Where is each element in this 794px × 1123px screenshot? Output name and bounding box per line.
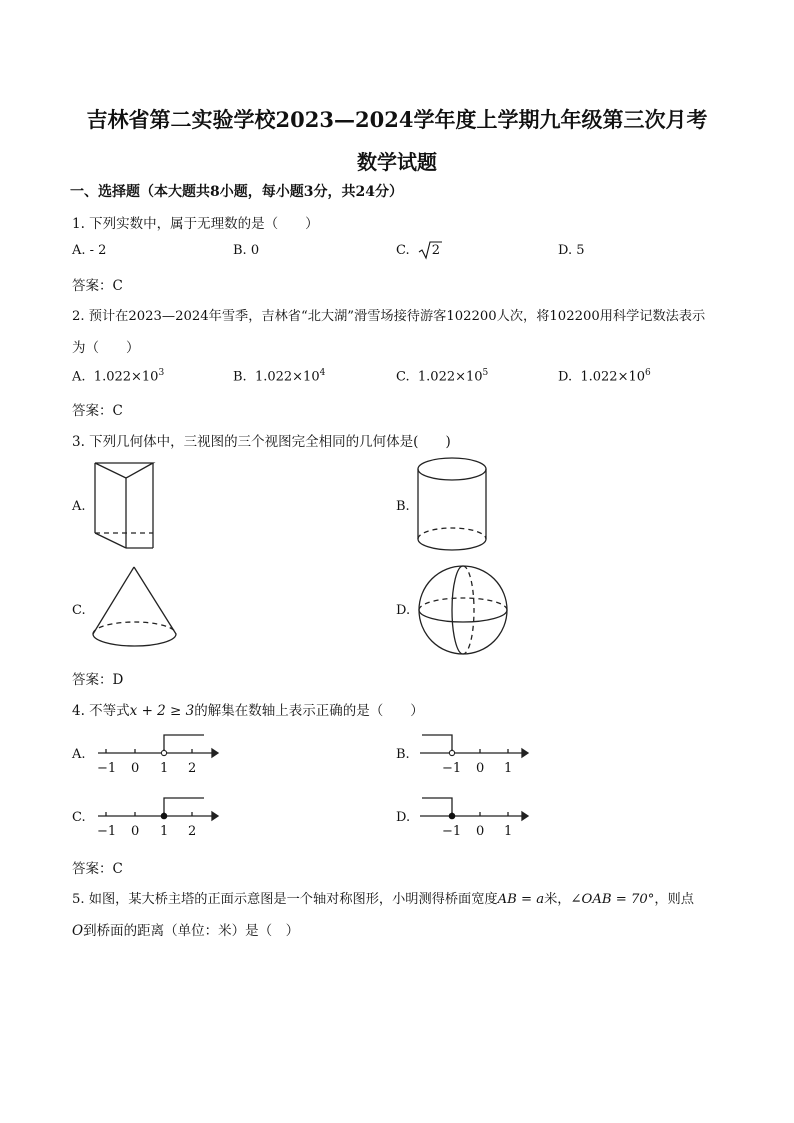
tick-label: 0 [131,824,140,839]
sphere-meridian-front [452,566,463,654]
q4-stem-expression: x + 2 ≥ 3 [129,703,195,719]
q5-point-o: O [72,923,84,939]
prism-bottom-left-edge [95,533,126,548]
q4-stem [72,699,424,719]
q3-option-c-label: C. [72,603,86,618]
q4-answer: 答案：C [72,861,123,877]
prism-top-face [95,463,153,478]
page-title: 吉林省第二实验学校2023—2024学年度上学期九年级第三次月考 [86,107,708,132]
q2-option-a [72,368,164,384]
q1-stem: 1. 下列实数中，属于无理数的是（ ） [72,216,319,232]
cylinder-top-ellipse [418,458,486,480]
q2-option-c [396,368,488,384]
page-subtitle: 数学试题 [357,150,437,174]
axis-arrow-icon [212,749,218,757]
q1-option-d: D. 5 [558,243,585,258]
q3-answer: 答案：D [72,672,124,688]
q4-stem-post: 的解集在数轴上表示正确的是（ ） [194,703,424,719]
tick-label: −1 [442,824,462,839]
tick-label: 0 [131,761,140,776]
solution-bracket [164,798,204,815]
cylinder-bottom-hidden [418,528,486,539]
cylinder-figure [414,455,490,555]
q4-option-a-label: A. [72,747,86,762]
q2-option-d-label: D. [558,369,573,385]
q2-option-a-exponent: 3 [158,368,165,378]
tick-label: 1 [160,761,169,776]
sphere-figure [416,564,512,658]
q1-option-c-label: C. [396,243,410,258]
q1-option-c-radicand: 2 [431,243,441,258]
open-point [161,750,166,755]
q5-unit: 米， [544,892,571,907]
open-point [449,750,454,755]
solution-bracket [164,735,204,750]
closed-point [161,813,167,819]
triangular-prism-figure [90,458,160,558]
q2-option-b [233,368,325,384]
q5-angle-expression: ∠OAB = 70° [570,892,655,907]
axis-arrow-icon [522,812,528,820]
tick-label: −1 [97,761,117,776]
tick-label: −1 [442,761,462,776]
cone-base-front [93,634,176,646]
q1-option-c [396,243,440,258]
q2-option-d [558,368,651,384]
number-line-a [96,732,220,776]
q2-option-b-mantissa: 1.022×10 [254,369,320,385]
number-line-b [418,732,532,776]
axis-arrow-icon [212,812,218,820]
q5-stem-line1 [72,888,694,907]
q1-option-a: A. - 2 [72,243,107,258]
q3-stem: 3. 下列几何体中，三视图的三个视图完全相同的几何体是( ) [72,434,451,450]
q3-option-a-label: A. [72,499,86,514]
q4-option-d-label: D. [396,810,411,825]
q5-stem-text: 5. 如图，某大桥主塔的正面示意图是一个轴对称图形，小明测得桥面宽度 [72,892,498,907]
section-heading: 一、选择题（本大题共8小题，每小题3分，共24分） [70,184,403,200]
cone-base-hidden [93,622,176,634]
q2-option-c-exponent: 5 [482,368,489,378]
q2-answer: 答案：C [72,403,123,419]
closed-point [449,813,455,819]
q3-option-d-label: D. [396,603,411,618]
q2-stem-line1: 2. 预计在2023—2024年雪季，吉林省“北大湖”滑雪场接待游客102200人次，将102200用科学记数法表示 [72,309,706,324]
tick-label: 1 [504,824,513,839]
tick-label: 2 [188,824,197,839]
q5-stem-line2 [72,919,299,939]
solution-bracket [422,798,452,815]
q2-stem-line2: 为（ ） [72,340,140,356]
q2-option-c-label: C. [396,369,410,385]
tick-label: 2 [188,761,197,776]
q2-option-d-exponent: 6 [645,368,651,378]
q5-ab-expression: AB = a [497,892,545,907]
q1-answer: 答案：C [72,278,123,294]
radical-sign-icon [418,240,442,260]
q1-option-b: B. 0 [233,243,260,258]
cone-figure [90,564,180,654]
sqrt-symbol [420,243,440,258]
q5-tail: ，则点 [654,892,694,907]
axis-arrow-icon [522,749,528,757]
q2-option-d-mantissa: 1.022×10 [580,369,646,385]
q3-option-b-label: B. [396,499,410,514]
sphere-meridian-hidden [463,566,474,654]
q5-stem-line2-text: 到桥面的距离（单位：米）是（ ） [83,923,300,939]
sphere-outline [419,566,507,654]
number-line-c [96,795,220,839]
tick-label: −1 [97,824,117,839]
tick-label: 0 [476,824,485,839]
q4-stem-pre: 4. 不等式 [72,703,130,719]
q2-option-b-label: B. [233,369,247,385]
cone-left-edge [93,567,134,634]
q4-option-c-label: C. [72,810,86,825]
tick-label: 0 [476,761,485,776]
sphere-equator-hidden [419,598,507,610]
q2-option-c-mantissa: 1.022×10 [417,369,483,385]
tick-label: 1 [160,824,169,839]
sphere-equator-front [419,610,507,622]
solution-bracket [422,735,452,750]
q2-option-b-exponent: 4 [319,368,326,378]
q2-option-a-mantissa: 1.022×10 [93,369,159,385]
q4-option-b-label: B. [396,747,410,762]
number-line-d [418,795,532,839]
q2-option-a-label: A. [72,369,86,385]
cylinder-bottom-front [418,539,486,550]
tick-label: 1 [504,761,513,776]
